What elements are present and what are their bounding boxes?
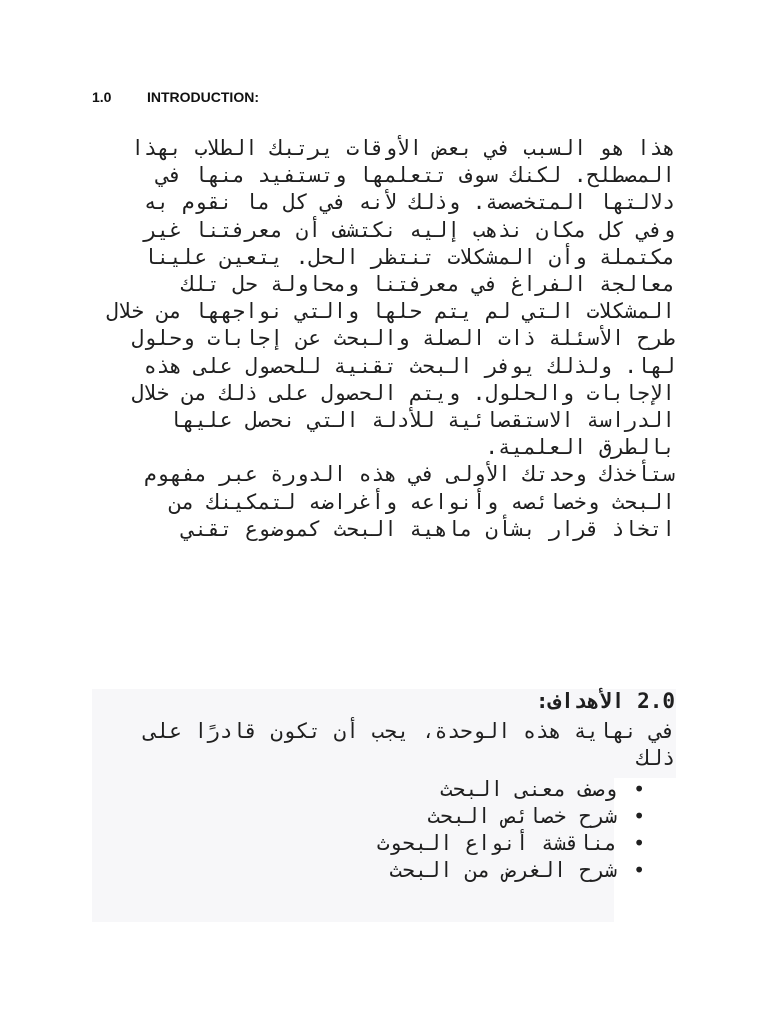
list-item [95, 857, 675, 884]
list-item-text: مناقشة أنواع البحوث [376, 831, 617, 856]
list-item [95, 830, 675, 857]
bullet-icon: • [633, 858, 645, 883]
objectives-title: الأهداف: [535, 689, 625, 713]
objectives-lead: في نهاية هذه الوحدة، يجب أن تكون قادرًا على ذلك [143, 719, 675, 771]
objectives-heading [95, 688, 675, 715]
list-item-text: شرح خصائص البحث [427, 803, 617, 828]
objectives-list [95, 776, 675, 885]
section-title: INTRODUCTION: [147, 89, 259, 105]
list-item [95, 803, 675, 830]
bullet-icon: • [633, 776, 645, 801]
bullet-icon: • [633, 803, 645, 828]
list-item [95, 776, 675, 803]
section-heading-introduction [92, 87, 259, 107]
introduction-paragraph: ستأخذك وحدتك الأولى في هذه الدورة عبر مفهوم البحث وخصائصه وأنواعه وأغراضه لتمكينك من اتخاذ قرار بشأن ماهية البحث كموضوع تقني [143, 462, 675, 541]
section-number: 1.0 [92, 89, 112, 105]
list-item-text: وصف معنى البحث [439, 776, 617, 801]
objectives-section [95, 688, 675, 884]
objectives-number: 2.0 [637, 689, 675, 713]
bullet-icon: • [633, 831, 645, 856]
introduction-paragraph: هذا هو السبب في بعض الأوقات يرتبك الطلاب بهذا المصطلح. لكنك سوف تتعلمها وتستفيد منها في دلالتها المتخصصة. وذلك لأنه في كل ما نقوم به وفي كل مكان نذهب إليه نكتشف أن معرفتنا غير مكتملة وأن المشكلات تنتظر الحل. يتعين علينا معالجة الفراغ في معرفتنا ومحاولة حل تلك المشكلات التي لم يتم حلها والتي نواجهها من خلال طرح الأسئلة ذات الصلة والبحث عن إجابات وحلول لها. ولذلك يوفر البحث تقنية للحصول على هذه الإجابات والحلول. ويتم الحصول على ذلك من خلال الدراسة الاستقصائية للأدلة التي نحصل عليها بالطرق العلمية. [106, 136, 675, 460]
list-item-text: شرح الغرض من البحث [389, 858, 617, 883]
introduction-body [95, 135, 675, 543]
